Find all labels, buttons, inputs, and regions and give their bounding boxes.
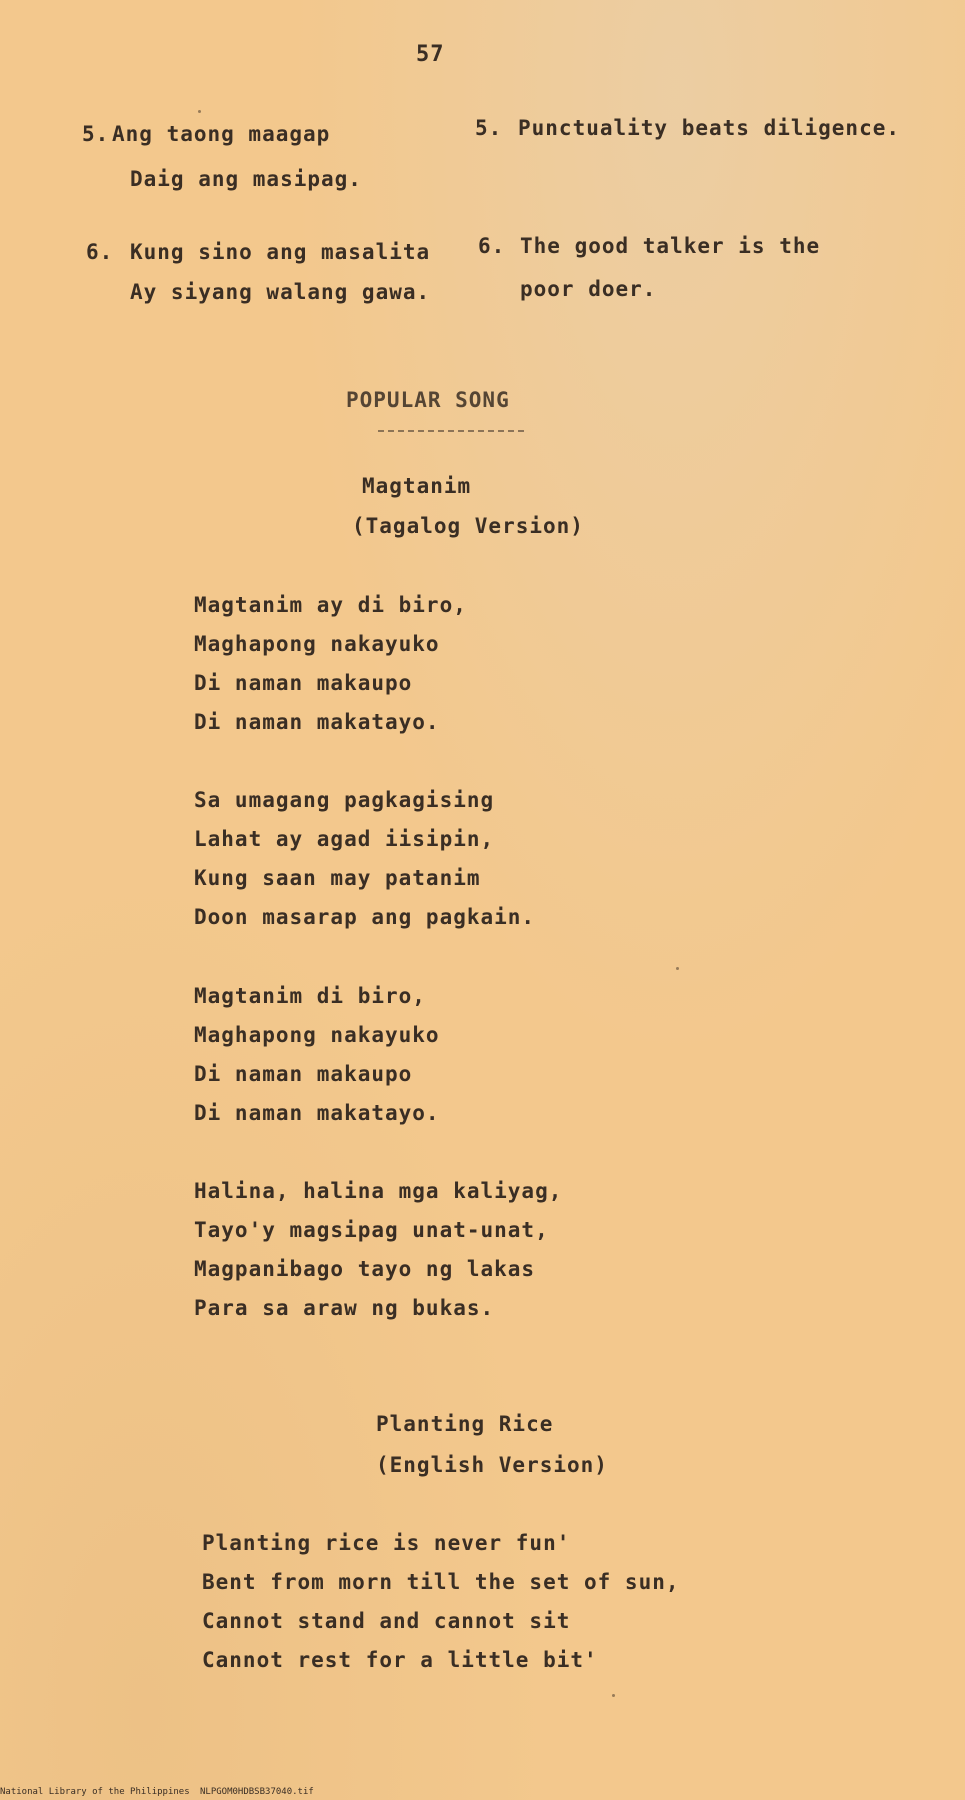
- verse-line: Kung saan may patanim: [194, 866, 481, 890]
- proverb-5-number: 5.: [82, 122, 110, 146]
- footer-filename: NLPGOM0HDBSB37040.tif: [200, 1787, 314, 1797]
- proverb-5-english: Punctuality beats diligence.: [518, 116, 901, 140]
- verse-line: Bent from morn till the set of sun,: [202, 1570, 680, 1594]
- verse-line: Di naman makatayo.: [194, 710, 440, 734]
- verse-line: Sa umagang pagkagising: [194, 788, 495, 812]
- proverb-6-english-number: 6.: [478, 234, 506, 258]
- verse-line: Halina, halina mga kaliyag,: [194, 1179, 563, 1203]
- tagalog-verse-3: [194, 977, 440, 1133]
- tagalog-verse-2: [194, 781, 535, 937]
- verse-line: Di naman makaupo: [194, 671, 413, 695]
- proverb-6-tagalog-line-1: Kung sino ang masalita: [130, 240, 431, 264]
- english-song-title: Planting Rice: [376, 1412, 554, 1436]
- footer-library: National Library of the Philippines: [0, 1787, 190, 1797]
- verse-line: Planting rice is never fun': [202, 1531, 571, 1555]
- verse-line: Maghapong nakayuko: [194, 1023, 440, 1047]
- proverb-5-tagalog-line-2: Daig ang masipag.: [130, 167, 362, 191]
- tagalog-song-title: Magtanim: [362, 474, 472, 498]
- verse-line: Maghapong nakayuko: [194, 632, 440, 656]
- verse-line: Di naman makatayo.: [194, 1101, 440, 1125]
- proverb-6-english-line-2: poor doer.: [520, 277, 657, 301]
- proverb-6-tagalog-line-2: Ay siyang walang gawa.: [130, 280, 431, 304]
- verse-line: Doon masarap ang pagkain.: [194, 905, 536, 929]
- verse-line: Magtanim ay di biro,: [194, 593, 467, 617]
- tagalog-song-subtitle: (Tagalog Version): [352, 514, 584, 538]
- proverb-5-tagalog-line-1: Ang taong maagap: [112, 122, 331, 146]
- verse-line: Di naman makaupo: [194, 1062, 413, 1086]
- page-number: 57: [416, 42, 445, 67]
- proverb-5-english-number: 5.: [475, 116, 503, 140]
- verse-line: Cannot stand and cannot sit: [202, 1609, 571, 1633]
- verse-line: Para sa araw ng bukas.: [194, 1296, 495, 1320]
- verse-line: Magtanim di biro,: [194, 984, 426, 1008]
- scan-speck: [676, 967, 679, 970]
- verse-line: Cannot rest for a little bit': [202, 1648, 598, 1672]
- verse-line: Magpanibago tayo ng lakas: [194, 1257, 536, 1281]
- song-heading: POPULAR SONG: [346, 388, 510, 412]
- scan-speck: [612, 1694, 615, 1697]
- verse-line: Tayo'y magsipag unat-unat,: [194, 1218, 549, 1242]
- tagalog-verse-4: [194, 1172, 562, 1328]
- english-verse: [202, 1524, 680, 1680]
- proverb-6-english-line-1: The good talker is the: [520, 234, 821, 258]
- heading-divider: [378, 430, 524, 432]
- tagalog-verse-1: [194, 586, 467, 742]
- scan-speck: [198, 110, 201, 113]
- english-song-subtitle: (English Version): [376, 1453, 608, 1477]
- verse-line: Lahat ay agad iisipin,: [194, 827, 495, 851]
- proverb-6-number: 6.: [86, 240, 114, 264]
